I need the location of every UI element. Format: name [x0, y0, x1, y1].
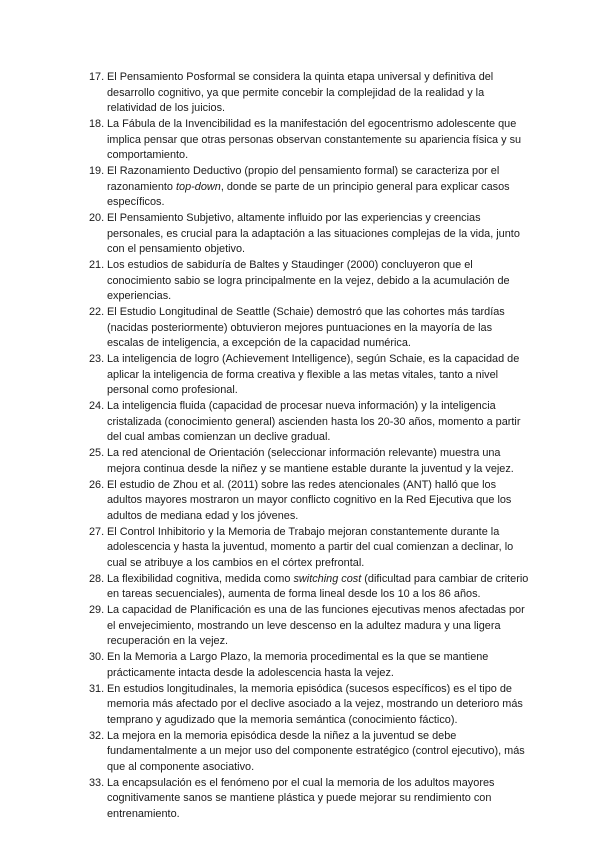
- list-item: [91, 776, 529, 823]
- item-number: 29.: [89, 604, 105, 616]
- list-item: [91, 682, 529, 729]
- list-item: [91, 399, 529, 446]
- item-text: En estudios longitudinales, la memoria episódica (sucesos específicos) es el tipo de memoria más afectado por el declive asociado a la vejez, mostrando un deterioro más temprano y agudizado que la memoria semántica (conocimiento fáctico).: [107, 682, 523, 726]
- list-item: [91, 70, 529, 117]
- list-item: [91, 729, 529, 776]
- list-item: [91, 164, 529, 211]
- item-text: La encapsulación es el fenómeno por el cual la memoria de los adultos mayores cognitivamente sanos se mantiene plástica y puede mejorar su rendimiento con entrenamiento.: [107, 776, 495, 820]
- item-number: 25.: [89, 447, 105, 459]
- item-text: [107, 573, 528, 601]
- item-number: 32.: [89, 729, 105, 742]
- list-item: [91, 352, 529, 399]
- item-text: El Control Inhibitorio y la Memoria de Trabajo mejoran constantemente durante la adolescencia y hasta la juventud, momento a partir del cual comienzan a declinar, lo cual se atribuye a los cambios en el córtex prefrontal.: [107, 525, 514, 569]
- statement-list: [91, 70, 529, 823]
- item-number: 28.: [89, 572, 105, 585]
- item-text: La red atencional de Orientación (seleccionar información relevante) muestra una mejora continua desde la niñez y se mantiene estable durante la juventud y la vejez.: [107, 447, 514, 475]
- item-number: 33.: [89, 776, 105, 789]
- list-item: [91, 650, 529, 681]
- item-text: El Pensamiento Posformal se considera la quinta etapa universal y definitiva del desarrollo cognitivo, ya que permite concebir la complejidad de la realidad y la relatividad de los juicios.: [107, 71, 494, 114]
- item-number: 26.: [89, 478, 105, 491]
- list-item: [91, 211, 529, 258]
- item-text-segment: , donde se parte de un principio general para explicar casos específicos.: [107, 180, 510, 208]
- list-item: [91, 117, 529, 164]
- item-text-segment: El Razonamiento Deductivo (propio del pensamiento formal) se caracteriza por el razonamiento: [107, 165, 500, 193]
- list-item: [91, 572, 529, 603]
- item-text: La inteligencia de logro (Achievement Intelligence), según Schaie, es la capacidad de aplicar la inteligencia de forma creativa y flexible a las metas vitales, tanto a nivel personal como profesional.: [107, 353, 520, 396]
- item-number: 17.: [89, 71, 105, 83]
- item-text: [107, 165, 510, 208]
- list-item: [91, 603, 529, 650]
- item-number: 27.: [89, 525, 105, 538]
- item-number: 18.: [89, 118, 105, 130]
- list-item: [91, 258, 529, 305]
- item-text: En la Memoria a Largo Plazo, la memoria procedimental es la que se mantiene prácticamente intacta desde la adolescencia hasta la vejez.: [107, 651, 489, 679]
- item-number: 31.: [89, 682, 105, 695]
- item-number: 24.: [89, 400, 105, 412]
- item-number: 22.: [89, 306, 105, 318]
- item-number: 19.: [89, 165, 105, 177]
- item-text-segment: (dificultad para cambiar de criterio en tareas secuenciales), aumenta de forma lineal desde los 10 a los 86 años.: [107, 572, 529, 600]
- item-text: La mejora en la memoria episódica desde la niñez a la juventud se debe fundamentalmente a un mejor uso del componente estratégico (control ejecutivo), más que al componente asociativo.: [107, 729, 525, 773]
- item-text: Los estudios de sabiduría de Baltes y Staudinger (2000) concluyeron que el conocimiento sabio se logra principalmente en la vejez, debido a la acumulación de experiencias.: [107, 259, 510, 302]
- item-text: La Fábula de la Invencibilidad es la manifestación del egocentrismo adolescente que implica pensar que otras personas observan constantemente su apariencia física y su comportamiento.: [107, 118, 522, 161]
- item-text: La inteligencia fluida (capacidad de procesar nueva información) y la inteligencia cristalizada (conocimiento general) ascienden hasta los 20-30 años, momento a partir del cual ambas comienzan un declive gradual.: [107, 400, 521, 443]
- list-item: [91, 305, 529, 352]
- item-text: El Pensamiento Subjetivo, altamente influido por las experiencias y creencias personales, es crucial para la adaptación a las situaciones complejas de la vida, junto con el pensamiento objetivo.: [107, 212, 520, 255]
- item-number: 20.: [89, 212, 105, 224]
- list-item: [91, 525, 529, 572]
- item-number: 23.: [89, 353, 105, 365]
- item-text-emphasis: switching cost: [293, 572, 362, 585]
- item-number: 30.: [89, 651, 105, 663]
- item-number: 21.: [89, 259, 105, 271]
- item-text-segment: La flexibilidad cognitiva, medida como: [107, 572, 294, 585]
- item-text: El Estudio Longitudinal de Seattle (Schaie) demostró que las cohortes más tardías (nacidas posteriormente) obtuvieron mejores puntuaciones en la mayoría de las escalas de inteligencia, a excepción de la capacidad numérica.: [107, 306, 505, 349]
- item-text-emphasis: top-down: [176, 180, 221, 193]
- list-item: [91, 478, 529, 525]
- item-text: La capacidad de Planificación es una de las funciones ejecutivas menos afectadas por el envejecimiento, mostrando un leve descenso en la adultez madura y una ligera recuperación en la vejez.: [107, 604, 525, 647]
- item-text: El estudio de Zhou et al. (2011) sobre las redes atencionales (ANT) halló que los adultos mayores mostraron un mayor conflicto cognitivo en la Red Ejecutiva que los adultos de mediana edad y los jóvenes.: [107, 478, 512, 522]
- list-item: [91, 446, 529, 477]
